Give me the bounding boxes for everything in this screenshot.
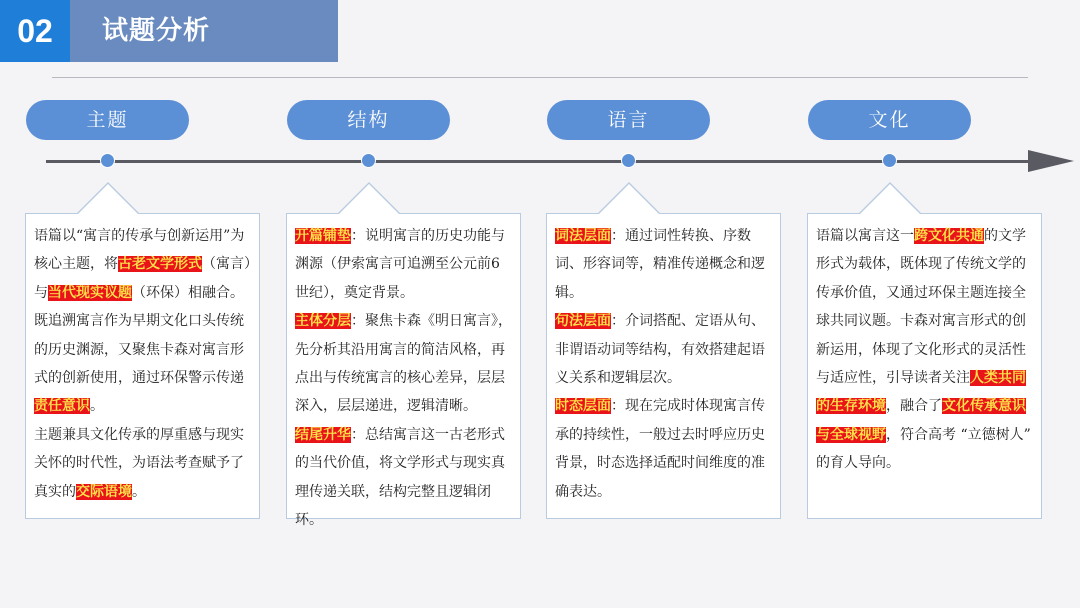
theme-paragraph [34, 222, 251, 421]
card-pointer-culture-fill [860, 184, 920, 214]
section-title: 试题分析 [102, 16, 211, 46]
language-highlight: 词法层面 [555, 228, 611, 244]
theme-text: 语篇以“寓言的传承与创新运用”为核心主题，将 [34, 228, 245, 273]
structure-text: ：说明寓言的历史功能与渊源（伊索寓言可追溯至公元前6世纪），奠定背景。 [295, 228, 505, 301]
structure-highlight: 主体分层 [295, 313, 351, 330]
structure-text: ：总结寓言这一古老形式的当代价值，将文学形式与现实真理传递关联，结构完整且逻辑闭环。 [295, 426, 505, 529]
header-divider [52, 77, 1028, 78]
theme-text: 。 [132, 483, 146, 500]
stage-pill-language: 语言 [547, 100, 710, 140]
language-text: ：介词搭配、定语从句、非谓语动词等结构，有效搭建起语义关系和逻辑层次。 [555, 313, 765, 387]
theme-highlight: 责任意识 [34, 398, 90, 415]
structure-item-body [295, 307, 512, 421]
language-highlight: 句法层面 [555, 313, 611, 330]
stage-pill-culture: 文化 [808, 100, 971, 140]
card-pointer-language-fill [599, 184, 659, 214]
theme-text: 。 [90, 398, 104, 415]
structure-text: ：聚焦卡森《明日寓言》，先分析其沿用寓言的简洁风格，再点出与传统寓言的核心差异，层层深入，层层递进，逻辑清晰。 [295, 313, 512, 415]
language-text: ：通过词性转换、序数词、形容词等，精准传递概念和逻辑。 [555, 228, 765, 301]
timeline-dot-language [621, 153, 636, 168]
culture-highlight: 跨文化共通 [914, 228, 984, 244]
theme-paragraph [34, 421, 251, 506]
culture-highlight: 文化传承意识与全球视野 [816, 398, 1026, 443]
structure-item-ending [295, 421, 512, 535]
language-highlight: 时态层面 [555, 398, 611, 415]
culture-text: ，融合了 [886, 398, 942, 415]
culture-text: ，符合高考 “立德树人” 的育人导向。 [816, 426, 1031, 472]
culture-paragraph [816, 222, 1033, 478]
timeline-dot-theme [100, 153, 115, 168]
card-language [546, 213, 781, 519]
theme-highlight: 当代现实议题 [48, 284, 132, 301]
timeline-dot-structure [361, 153, 376, 168]
theme-text: （寓言）与 [34, 256, 251, 301]
timeline-dot-culture [882, 153, 897, 168]
language-item-syntax [555, 307, 772, 392]
card-pointer-structure-fill [339, 184, 399, 214]
stage-pill-theme: 主题 [26, 100, 189, 140]
card-structure [286, 213, 521, 529]
culture-text: 语篇以寓言这一 [816, 228, 914, 244]
language-item-lexical [555, 222, 772, 307]
timeline-arrow-icon [1028, 150, 1074, 172]
theme-highlight: 古老文学形式 [118, 256, 202, 273]
structure-item-opening [295, 222, 512, 307]
structure-highlight: 开篇铺垫 [295, 228, 351, 244]
theme-text: （环保）相融合。既追溯寓言作为早期文化口头传统的历史渊源，又聚焦卡森对寓言形式的创新使用，通过环保警示传递 [34, 284, 244, 387]
theme-highlight: 交际语境 [76, 483, 132, 500]
structure-highlight: 结尾升华 [295, 426, 351, 443]
language-item-tense [555, 392, 772, 506]
culture-text: 的文学形式为载体，既体现了传统文学的传承价值，又通过环保主题连接全球共同议题。卡森对寓言形式的创新运用，体现了文化形式的灵活性与适应性，引导读者关注 [816, 228, 1026, 387]
card-culture [807, 213, 1042, 519]
section-header [0, 0, 338, 62]
section-number: 02 [17, 13, 53, 49]
language-text: ：现在完成时体现寓言传承的持续性，一般过去时呼应历史背景，时态选择适配时间维度的准确表达。 [555, 398, 765, 500]
theme-text: 主题兼具文化传承的厚重感与现实关怀的时代性，为语法考查赋予了真实的 [34, 426, 244, 500]
culture-highlight: 人类共同的生存环境 [816, 370, 1026, 415]
card-theme [25, 213, 260, 519]
stage-pill-structure: 结构 [287, 100, 450, 140]
card-pointer-theme-fill [78, 184, 138, 214]
